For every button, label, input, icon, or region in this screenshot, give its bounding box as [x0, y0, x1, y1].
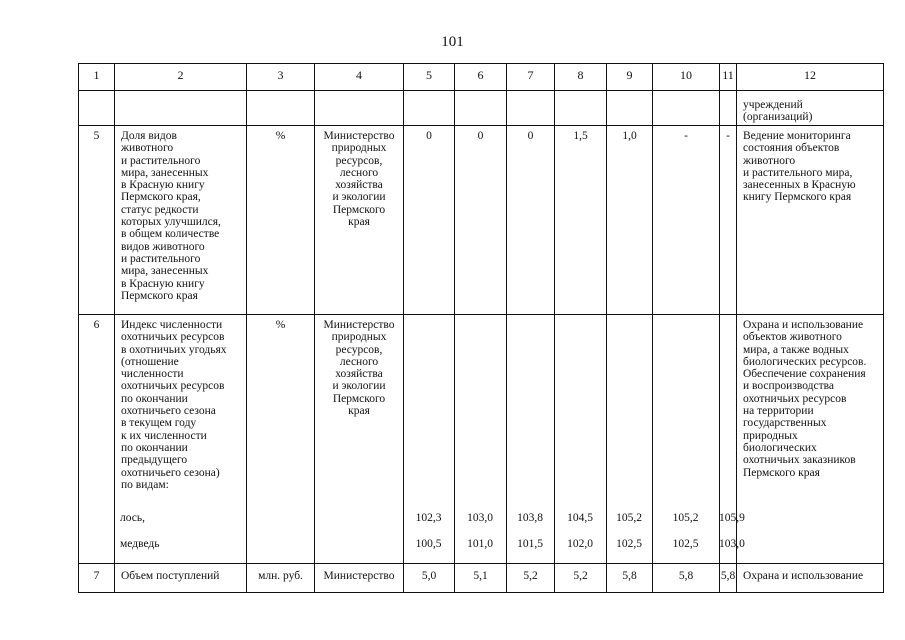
row-6-indicator: Индекс численности охотничьих ресурсов в охотничьих угодьях (отношение численности охотничьих ресурсов по окончании охотничьего сезона в текущем году к их численности по окончании предыдущего охотничьего сезона) по видам: — [114, 314, 246, 563]
indicators-table — [78, 63, 884, 593]
row-7-value-7: 5,8 — [719, 563, 736, 593]
table-bottom-border — [78, 592, 884, 593]
header-col-1: 1 — [78, 63, 114, 90]
row-6-species-1-value-7: 105,9 — [719, 512, 745, 524]
header-col-6: 6 — [454, 63, 506, 90]
row-6-note: Охрана и использование объектов животного мира, а также водных биологических ресурсов. Обеспечение сохранения и воспроизводства охотничьих ресурсов на территории государственных природных биологических охотничьих заказников Пермского края — [736, 314, 884, 563]
row-5-value-5: 1,0 — [606, 125, 652, 314]
row-7-value-5: 5,8 — [606, 563, 652, 593]
row-6-species-2-value-3: 101,5 — [517, 538, 543, 550]
cont-cell-10 — [652, 90, 719, 125]
row-6-species-2-value-5: 102,5 — [616, 538, 642, 550]
row-6-executor: Министерство природных ресурсов, лесного хозяйства и экологии Пермского края — [314, 314, 403, 563]
header-col-7: 7 — [506, 63, 554, 90]
header-col-11: 11 — [719, 63, 736, 90]
row-6-species-1-value-2: 103,0 — [467, 512, 493, 524]
row-5-note: Ведение мониторинга состояния объектов животного и растительного мира, занесенных в Красную книгу Пермского края — [736, 125, 884, 314]
header-col-4: 4 — [314, 63, 403, 90]
header-col-12: 12 — [736, 63, 884, 90]
row-6-species-2-value-7: 103,0 — [719, 538, 745, 550]
cont-cell-7 — [506, 90, 554, 125]
cont-cell-9 — [606, 90, 652, 125]
cont-cell-2 — [114, 90, 246, 125]
row-5-number: 5 — [78, 125, 114, 314]
header-col-3: 3 — [246, 63, 314, 90]
row-7-unit: млн. руб. — [246, 563, 314, 593]
row-6-species-2-value-1: 100,5 — [415, 538, 442, 550]
row-7-executor: Министерство — [314, 563, 403, 593]
row-6-species-1-value-6: 105,2 — [672, 512, 699, 524]
row-5-value-6: - — [652, 125, 719, 314]
row-6-unit: % — [246, 314, 314, 563]
row-6-species-1-value-3: 103,8 — [517, 512, 543, 524]
cont-cell-3 — [246, 90, 314, 125]
row-6-species-2: медведь — [120, 538, 160, 550]
cont-cell-8 — [554, 90, 606, 125]
row-5-value-4: 1,5 — [554, 125, 606, 314]
row-5-value-3: 0 — [506, 125, 554, 314]
row-7-value-4: 5,2 — [554, 563, 606, 593]
row-6-species-2-value-6: 102,5 — [672, 538, 699, 550]
header-col-2: 2 — [114, 63, 246, 90]
row-5-unit: % — [246, 125, 314, 314]
row-6-species-1-value-5: 105,2 — [616, 512, 642, 524]
row-7-value-3: 5,2 — [506, 563, 554, 593]
row-7-value-6: 5,8 — [652, 563, 719, 593]
header-col-10: 10 — [652, 63, 719, 90]
row-5-indicator: Доля видов животного и растительного мира, занесенных в Красную книгу Пермского края, статус редкости которых улучшился, в общем количестве видов животного и растительного мира, занесенных в Красную книгу Пермского края — [114, 125, 246, 314]
row-5-executor: Министерство природных ресурсов, лесного хозяйства и экологии Пермского края — [314, 125, 403, 314]
row-7-note: Охрана и использование — [736, 563, 884, 593]
cont-cell-1 — [78, 90, 114, 125]
row-7-value-2: 5,1 — [454, 563, 506, 593]
page-number: 101 — [441, 34, 464, 50]
row-6-species-2-value-4: 102,0 — [567, 538, 593, 550]
row-6-species-1: лось, — [120, 512, 145, 524]
row-6-number: 6 — [78, 314, 114, 563]
cont-cell-5 — [403, 90, 454, 125]
row-7-indicator: Объем поступлений — [114, 563, 246, 593]
row-7-number: 7 — [78, 563, 114, 593]
header-col-8: 8 — [554, 63, 606, 90]
header-col-5: 5 — [403, 63, 454, 90]
header-col-9: 9 — [606, 63, 652, 90]
cont-cell-4 — [314, 90, 403, 125]
row-5-value-1: 0 — [403, 125, 454, 314]
row-5-value-7: - — [719, 125, 736, 314]
row-5-value-2: 0 — [454, 125, 506, 314]
cont-cell-11 — [719, 90, 736, 125]
cont-note: учреждений (организаций) — [736, 90, 884, 125]
row-6-species-1-value-1: 102,3 — [415, 512, 442, 524]
cont-cell-6 — [454, 90, 506, 125]
row-7-value-1: 5,0 — [403, 563, 454, 593]
row-6-species-2-value-2: 101,0 — [467, 538, 493, 550]
row-6-species-1-value-4: 104,5 — [567, 512, 593, 524]
